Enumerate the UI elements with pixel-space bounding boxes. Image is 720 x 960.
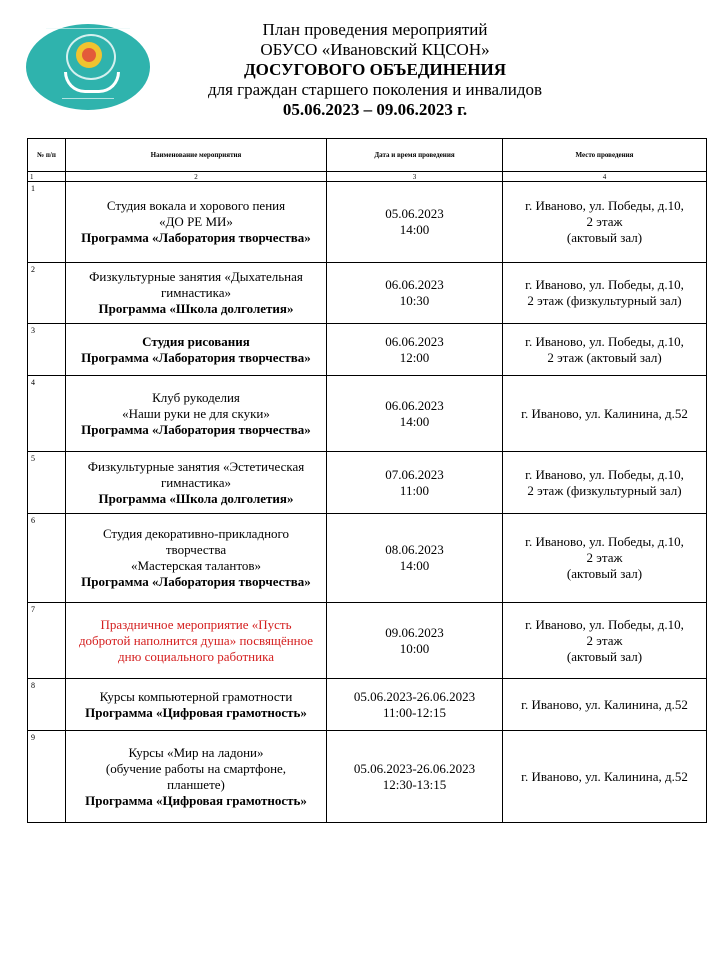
place-cell (503, 182, 707, 263)
header-place: Место проведения (503, 139, 707, 172)
time-text: 12:00 (399, 349, 430, 365)
header-line-1: План проведения мероприятий (262, 20, 488, 39)
date-text: 08.06.2023 (385, 542, 444, 557)
row-number: 4 (28, 376, 66, 452)
event-text: добротой наполнится душа» посвящённое (78, 632, 314, 648)
place-text: г. Иваново, ул. Победы, д.10, (525, 198, 684, 213)
time-text: 14:00 (399, 413, 430, 429)
place-cell (503, 263, 707, 324)
datetime-cell (327, 679, 503, 731)
place-cell (503, 731, 707, 823)
event-cell (66, 263, 327, 324)
event-text: Студия рисования (142, 333, 250, 349)
table-row (28, 452, 707, 514)
place-text: г. Иваново, ул. Победы, д.10, (525, 277, 684, 292)
date-text: 06.06.2023 (385, 333, 444, 349)
table-row (28, 263, 707, 324)
row-number: 8 (28, 679, 66, 731)
document-header (160, 20, 590, 120)
row-number: 5 (28, 452, 66, 514)
event-text: Студия вокала и хорового пения (106, 198, 286, 213)
event-text: дню социального работника (118, 648, 274, 664)
place-text: (актовый зал) (566, 648, 643, 664)
date-text: 05.06.2023-26.06.2023 (353, 760, 476, 776)
datetime-cell (327, 376, 503, 452)
event-text: гимнастика» (160, 474, 232, 490)
time-text: 14:00 (399, 222, 430, 237)
date-text: 07.06.2023 (385, 466, 444, 482)
place-text: г. Иваново, ул. Калинина, д.52 (521, 405, 688, 421)
place-cell (503, 603, 707, 679)
logo-caption (62, 98, 114, 102)
time-text: 14:00 (399, 558, 430, 573)
event-cell (66, 514, 327, 603)
event-cell (66, 452, 327, 514)
time-text: 12:30-13:15 (382, 776, 447, 792)
place-cell (503, 679, 707, 731)
col-num: 4 (503, 172, 707, 182)
col-num: 3 (327, 172, 503, 182)
row-number: 1 (28, 182, 66, 263)
event-text: творчества (165, 542, 227, 557)
time-text: 11:00-12:15 (382, 704, 447, 720)
place-text: 2 этаж (физкультурный зал) (527, 293, 682, 308)
table-row (28, 514, 707, 603)
place-text: 2 этаж (актовый зал) (547, 349, 662, 365)
event-text: Курсы компьютерной грамотности (99, 688, 293, 704)
program-text: Программа «Лаборатория творчества» (81, 421, 311, 437)
place-text: г. Иваново, ул. Калинина, д.52 (521, 696, 688, 712)
event-text: «Мастерская талантов» (130, 558, 262, 573)
event-text: «Наши руки не для скуки» (122, 405, 270, 421)
event-text: Студия декоративно-прикладного (102, 526, 290, 541)
datetime-cell (327, 514, 503, 603)
place-text: 2 этаж (586, 632, 623, 648)
place-text: г. Иваново, ул. Победы, д.10, (525, 616, 684, 632)
date-text: 09.06.2023 (385, 624, 444, 640)
row-number: 2 (28, 263, 66, 324)
time-text: 11:00 (399, 482, 430, 498)
table-row (28, 731, 707, 823)
header-dates: 05.06.2023 – 09.06.2023 г. (282, 100, 468, 119)
datetime-cell (327, 731, 503, 823)
date-text: 05.06.2023 (385, 206, 444, 221)
place-cell (503, 324, 707, 376)
event-cell (66, 324, 327, 376)
table-row (28, 603, 707, 679)
program-text: Программа «Лаборатория творчества» (81, 230, 311, 245)
event-text: планшете) (167, 776, 225, 792)
time-text: 10:30 (399, 293, 430, 308)
date-text: 06.06.2023 (385, 277, 444, 292)
place-text: (актовый зал) (566, 230, 643, 245)
event-text: Физкультурные занятия «Эстетическая (87, 458, 305, 474)
table-row (28, 679, 707, 731)
place-text: (актовый зал) (566, 566, 643, 581)
row-number: 6 (28, 514, 66, 603)
event-text: «ДО РЕ МИ» (159, 214, 233, 229)
column-number-row (28, 172, 707, 182)
datetime-cell (327, 182, 503, 263)
row-number: 3 (28, 324, 66, 376)
event-cell (66, 679, 327, 731)
place-text: г. Иваново, ул. Победы, д.10, (525, 333, 684, 349)
header-event-name: Наименование мероприятия (66, 139, 327, 172)
program-text: Программа «Цифровая грамотность» (85, 792, 307, 808)
event-text: (обучение работы на смартфоне, (105, 760, 287, 776)
header-line-4: для граждан старшего поколения и инвалидов (207, 80, 543, 99)
place-text: г. Иваново, ул. Победы, д.10, (525, 466, 684, 482)
header-line-2: ОБУСО «Ивановский КЦСОН» (260, 40, 490, 59)
datetime-cell (327, 263, 503, 324)
logo-heart-icon (82, 48, 96, 62)
organization-logo (26, 24, 150, 110)
program-text: Программа «Школа долголетия» (98, 301, 294, 316)
event-cell (66, 731, 327, 823)
header-number: № п/п (28, 139, 66, 172)
datetime-cell (327, 452, 503, 514)
event-text: гимнастика» (160, 285, 232, 300)
event-cell (66, 376, 327, 452)
time-text: 10:00 (399, 640, 430, 656)
event-text: Клуб рукоделия (152, 389, 240, 405)
datetime-cell (327, 603, 503, 679)
row-number: 7 (28, 603, 66, 679)
logo-hands-icon (64, 72, 120, 93)
header-line-3: ДОСУГОВОГО ОБЪЕДИНЕНИЯ (243, 60, 507, 79)
program-text: Программа «Лаборатория творчества» (81, 574, 311, 589)
table-header-row (28, 139, 707, 172)
program-text: Программа «Лаборатория творчества» (81, 349, 311, 365)
col-num: 2 (66, 172, 327, 182)
place-text: г. Иваново, ул. Победы, д.10, (525, 534, 684, 549)
place-text: 2 этаж (физкультурный зал) (527, 482, 682, 498)
place-text: 2 этаж (586, 550, 623, 565)
event-cell (66, 182, 327, 263)
place-cell (503, 376, 707, 452)
col-num: 1 (28, 172, 66, 182)
place-cell (503, 514, 707, 603)
event-text: Физкультурные занятия «Дыхательная (89, 269, 303, 284)
event-cell (66, 603, 327, 679)
table-row (28, 376, 707, 452)
events-table (27, 138, 707, 823)
program-text: Программа «Цифровая грамотность» (85, 704, 307, 720)
event-text: Праздничное мероприятие «Пусть (100, 616, 292, 632)
place-text: г. Иваново, ул. Калинина, д.52 (521, 768, 688, 784)
event-text: Курсы «Мир на ладони» (128, 744, 264, 760)
program-text: Программа «Школа долголетия» (98, 490, 294, 506)
datetime-cell (327, 324, 503, 376)
date-text: 05.06.2023-26.06.2023 (353, 688, 476, 704)
place-cell (503, 452, 707, 514)
place-text: 2 этаж (586, 214, 623, 229)
header-date-time: Дата и время проведения (327, 139, 503, 172)
date-text: 06.06.2023 (385, 397, 444, 413)
table-row (28, 324, 707, 376)
table-row (28, 182, 707, 263)
row-number: 9 (28, 731, 66, 823)
